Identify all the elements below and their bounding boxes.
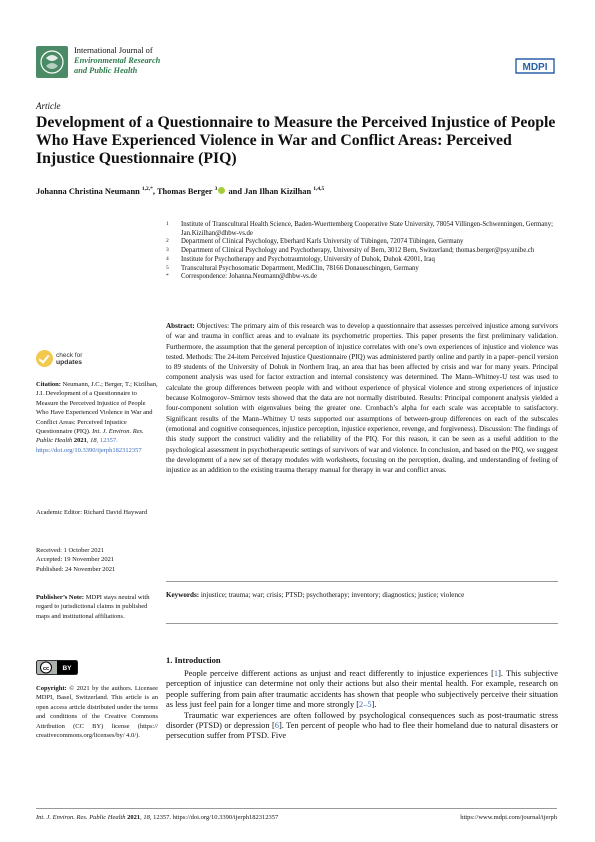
published-date: Published: 24 November 2021 <box>36 565 116 573</box>
author-name[interactable]: Thomas Berger <box>156 186 213 196</box>
paragraph <box>166 711 558 742</box>
journal-name-line1: International Journal of <box>74 46 153 55</box>
affiliation-item <box>166 238 558 247</box>
check-updates-icon <box>36 350 53 367</box>
footer-year: 2021 <box>127 814 141 821</box>
affiliation-item <box>166 265 558 274</box>
academic-editor <box>36 508 158 517</box>
citation-journal: Int. J. Environ. Res. Public Health <box>36 428 144 445</box>
author-name[interactable]: Jan Ilhan Kizilhan <box>244 186 312 196</box>
publisher-note-text: MDPI stays neutral with regard to jurisdictional claims in published maps and institutional affiliations. <box>36 594 150 620</box>
reference-link[interactable]: 1 <box>493 669 499 678</box>
journal-name-line3: and Public Health <box>74 66 138 75</box>
divider <box>166 623 558 624</box>
abstract-label: Abstract: <box>166 322 195 330</box>
check-updates-line1: check for <box>56 352 83 359</box>
journal-logo <box>36 46 68 78</box>
section-heading: 1. Introduction <box>166 655 221 665</box>
check-for-updates-button[interactable] <box>36 350 106 372</box>
cc-license-badge[interactable] <box>36 660 78 675</box>
copyright-notice <box>36 684 158 740</box>
orcid-icon[interactable] <box>218 187 225 194</box>
by-logo-text: BY <box>62 665 72 672</box>
footer-citation: Int. J. Environ. Res. Public Health 2021, 18, 12357. https://doi.org/10.3390/ijerph182312357 <box>36 814 279 821</box>
paragraph-text: ]. <box>371 699 377 709</box>
affiliation-number: * <box>166 273 169 280</box>
creative-commons-icon <box>36 660 78 675</box>
citation-year: 2021 <box>73 437 87 445</box>
footer-journal: Int. J. Environ. Res. Public Health <box>36 814 126 821</box>
affiliation-item <box>166 273 558 282</box>
publication-dates <box>36 546 158 574</box>
affiliation-number: 2 <box>166 238 169 245</box>
affiliation-text: Correspondence: Johanna.Neumann@dhbw-vs.de <box>181 273 317 281</box>
introduction-body <box>166 669 558 742</box>
accepted-date: Accepted: 19 November 2021 <box>36 556 115 564</box>
editor-label: Academic Editor: <box>36 509 83 516</box>
affiliation-item <box>166 221 558 238</box>
divider <box>166 581 558 582</box>
received-date: Received: 1 October 2021 <box>36 547 105 554</box>
affiliation-item <box>166 256 558 265</box>
affiliation-text: Institute of Transcultural Health Science, Baden-Wuerttemberg Cooperative State University, 78054 Villingen-Schwenningen, Germany; Jan.Kizilhan@dhbw-vs.de <box>181 221 553 237</box>
journal-emblem-icon <box>36 46 68 78</box>
keywords-text: injustice; trauma; war; crisis; PTSD; psychotherapy; inventory; diagnostics; justice; violence <box>200 591 465 599</box>
journal-name-line2: Environmental Research <box>74 56 161 65</box>
affiliation-item <box>166 247 558 256</box>
affiliation-number: 4 <box>166 255 169 262</box>
reference-link[interactable]: 6 <box>274 720 279 730</box>
reference-link[interactable]: 2–5 <box>359 699 372 709</box>
article-title: Development of a Questionnaire to Measure the Perceived Injustice of People Who Have Experienced Violence in War and Conflict Areas: Perceived Injustice Questionnaire (PIQ) <box>36 114 556 167</box>
citation-doi-link[interactable]: , 12357. https://doi.org/10.3390/ijerph182312357 <box>36 437 142 454</box>
citation-text: Neumann, J.C.; Berger, T.; Kizilhan, J.I. Development of a Questionnaire to Measure the Perceived Injustice of People Who Have Experienced Violence in War and Conflict Areas: Perceived Injustice Questionnaire (PIQ). <box>36 381 158 436</box>
author-list <box>36 186 556 196</box>
mdpi-logo-text: MDPI <box>522 62 548 73</box>
affiliation-text: Department of Clinical Psychology and Psychotherapy, University of Bern, 3012 Bern, Switzerland; thomas.berger@psy.unibe.ch <box>181 247 535 255</box>
affiliation-text: Transcultural Psychosomatic Department, MediClin, 78166 Donaueschingen, Germany <box>181 264 419 272</box>
footer-journal-url[interactable]: https://www.mdpi.com/journal/ijerph <box>460 814 557 821</box>
journal-name <box>74 46 224 76</box>
author-separator: and <box>226 186 245 196</box>
author-affiliation-marker: 1,2,* <box>141 186 153 192</box>
footer-doi[interactable]: , 12357. https://doi.org/10.3390/ijerph182312357 <box>149 814 279 821</box>
check-updates-line2: updates <box>56 359 83 366</box>
paragraph-text: ]. This subjective perception of injustice can determine not only their actions but also their mental health. For example, research on people suffering from pain after traumatic accidents has shown that people who subjectively perceive their situation as less just feel pain for a longer time and more strongly [ <box>166 669 559 709</box>
paragraph-text: Traumatic war experiences are often followed by psychological consequences such as post-traumatic stress disorder (PTSD) or depression [ <box>166 710 558 730</box>
abstract <box>166 321 558 475</box>
citation-label: Citation: <box>36 381 61 388</box>
cc-logo-text: cc <box>42 665 50 672</box>
copyright-text: © 2021 by the authors. Licensee MDPI, Basel, Switzerland. This article is an open access article distributed under the terms and conditions of the Creative Commons Attribution (CC BY) license (https:// creativecommons.org/licenses/by/ 4.0/). <box>36 685 158 740</box>
paragraph-text: ]. Ten percent of people who had to flee their homeland due to natural disasters or persecution suffer from PTSD. Five <box>166 720 558 741</box>
article-type: Article <box>36 101 61 111</box>
affiliations <box>166 221 558 282</box>
citation-block: Citation: Neumann, J.C.; Berger, T.; Kizilhan, J.I. Development of a Questionnaire to Measure the Perceived Injustice of People Who Have Experienced Violence in War and Conflict Areas: Perceived Injustice Questionnaire (PIQ). Int. J. Environ. Res. Public Health 2021, 18, 12357. https://doi.org/10.3390/ijerph182312357 <box>36 381 158 454</box>
publisher-note <box>36 593 158 621</box>
affiliation-number: 5 <box>166 264 169 271</box>
citation-volume: 18 <box>90 437 97 445</box>
paragraph-text: People perceive different actions as unjust and react differently to injustice experiences [ <box>184 669 494 678</box>
affiliation-number: 3 <box>166 247 169 254</box>
affiliation-text: Institute for Psychotherapy and Psychotraumtology, University of Duhok, Duhok 42001, Iraq <box>181 255 435 263</box>
copyright-label: Copyright: <box>36 685 67 692</box>
author-affiliation-marker: 1,4,5 <box>313 186 325 192</box>
publisher-logo <box>514 56 556 76</box>
keywords-label: Keywords: <box>166 591 200 599</box>
footer-volume: 18 <box>143 814 150 821</box>
affiliation-text: Department of Clinical Psychology, Eberhard Karls University of Tübingen, 72074 Tübingen, Germany <box>181 238 464 246</box>
affiliation-number: 1 <box>166 221 169 227</box>
check-updates-label <box>56 352 82 366</box>
author-name[interactable]: Johanna Christina Neumann <box>36 186 140 196</box>
footer-divider <box>36 808 557 809</box>
mdpi-logo-icon <box>514 56 556 76</box>
author-separator: , <box>152 186 157 196</box>
publisher-note-label: Publisher’s Note: <box>36 594 85 601</box>
author-affiliation-marker: 3 <box>214 186 218 192</box>
paragraph <box>166 669 558 710</box>
page-footer <box>36 814 557 821</box>
abstract-text: Objectives: The primary aim of this research was to develop a questionnaire that assesses perceived injustice among survivors of war and trauma in conflict areas and to evaluate its psychometric properties. This paper presents the first preliminary validation. Furthermore, the assumption that the general perception of injustice correlates with one’s own experiences of injustice and violence was tested. Methods: The 24-item Perceived Injustice Questionnaire (PIQ) was administered partly online and partly in a paper–pencil version to 89 students of the University of Dohuk in Northern Iraq, an area that has been affected by crisis and war for many years. Principal component analysis was used for factor extraction and internal consistency was determined. The Mann–Whitney-U test was used to calculate the group differences between people with and without experience of physical violence and strong experiences of injustice because Kolmogorov–Smirnov tests showed that the data are not normally distributed. Results: Principal component analysis yielded a four-component solution with eigenvalues being the greater one. Cronbach’s alpha for each scale was acceptable to satisfactory. Significant results of the Mann–Whitney U tests supported our assumptions of between-group differences on each of the subscales (emotional and cognitive consequences, injustice perception, injustice experience, revenge, and forgiveness). Discussion: The findings of this study support the construct validity and the reliability of the PIQ. For this reason, it can be seen as a useful addition to the psychological assessment in psychotherapeutic settings of survivors of war and violence. In conclusion, and based on the PIQ, we suggest the development of a new set of therapy modules with worksheets, focusing on the perception, dealing, and understanding of feeling of injustice as an addition to the existing trauma therapy manual for therapy in war and conflict areas. <box>166 322 558 475</box>
keywords <box>166 590 558 600</box>
editor-name: Richard David Hayward <box>83 509 148 516</box>
